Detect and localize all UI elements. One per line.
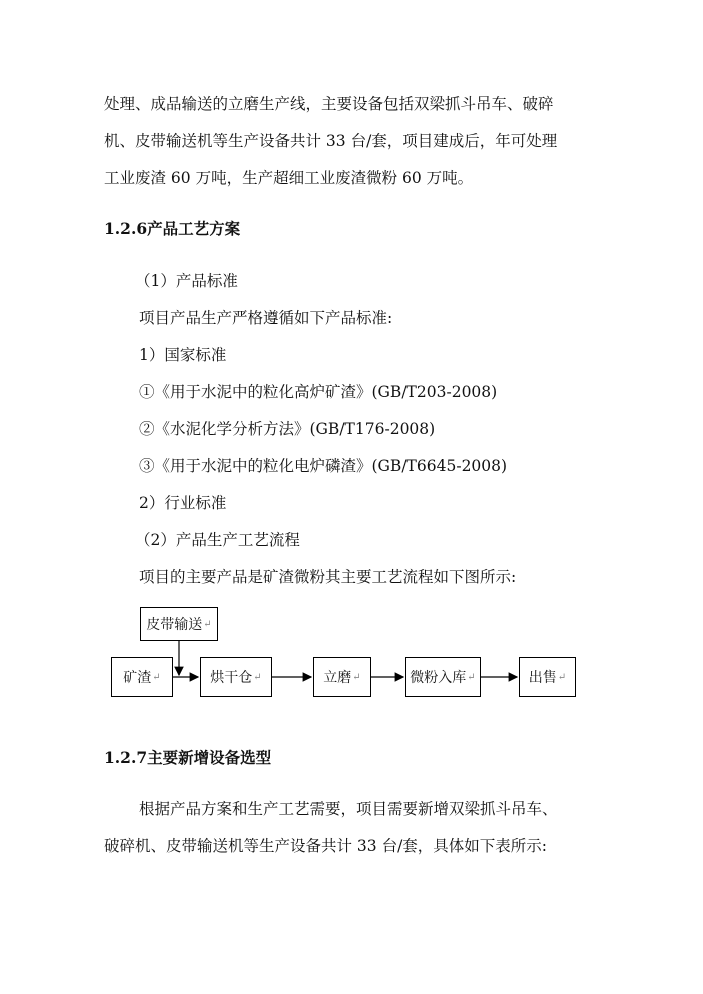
paragraph-mark: ↵ (152, 671, 161, 683)
paragraph-1-line-3: 工业废渣 60 万吨，生产超细工业废渣微粉 60 万吨。 (104, 169, 474, 187)
paragraph-mark: ↵ (203, 618, 212, 630)
section-heading-1-2-7: 1.2.7主要新增设备选型 (104, 748, 272, 767)
section-heading-1-2-6: 1.2.6产品工艺方案 (104, 219, 241, 238)
flow-box-label: 微粉入库 (410, 670, 467, 686)
standard-item: ③《用于水泥中的粒化电炉磷渣》(GB/T6645-2008) (139, 457, 508, 475)
industry-standards-label: 2）行业标准 (139, 494, 227, 512)
flow-intro: 项目的主要产品是矿渣微粉其主要工艺流程如下图所示: (139, 568, 517, 586)
flow-box-label: 烘干仓 (210, 670, 253, 686)
paragraph-1-line-1: 处理、成品输送的立磨生产线，主要设备包括双梁抓斗吊车、破碎 (104, 95, 554, 113)
standard-item: ①《用于水泥中的粒化高炉矿渣》(GB/T203-2008) (139, 383, 498, 401)
flow-box-label: 矿渣 (123, 670, 152, 686)
paragraph-2-line-2: 破碎机、皮带输送机等生产设备共计 33 台/套，具体如下表所示: (104, 837, 548, 855)
flow-box-label: 皮带输送 (146, 617, 203, 633)
standard-item: ②《水泥化学分析方法》(GB/T176-2008) (139, 420, 436, 438)
paragraph-mark: ↵ (253, 671, 262, 683)
subheading-production-flow: （2）产品生产工艺流程 (135, 531, 300, 549)
national-standards-label: 1）国家标准 (139, 346, 227, 364)
paragraph-mark: ↵ (557, 671, 567, 683)
paragraph-mark: ↵ (352, 671, 361, 683)
subheading-product-standards: （1）产品标准 (135, 272, 238, 290)
paragraph-1-line-2: 机、皮带输送机等生产设备共计 33 台/套，项目建成后，年可处理 (104, 132, 558, 150)
paragraph-2-line-1: 根据产品方案和生产工艺需要，项目需要新增双梁抓斗吊车、 (139, 800, 558, 818)
flow-box-label: 出售 (528, 670, 557, 686)
flow-box-label: 立磨 (323, 670, 352, 686)
standards-intro: 项目产品生产严格遵循如下产品标准: (139, 309, 393, 327)
paragraph-mark: ↵ (467, 671, 476, 683)
